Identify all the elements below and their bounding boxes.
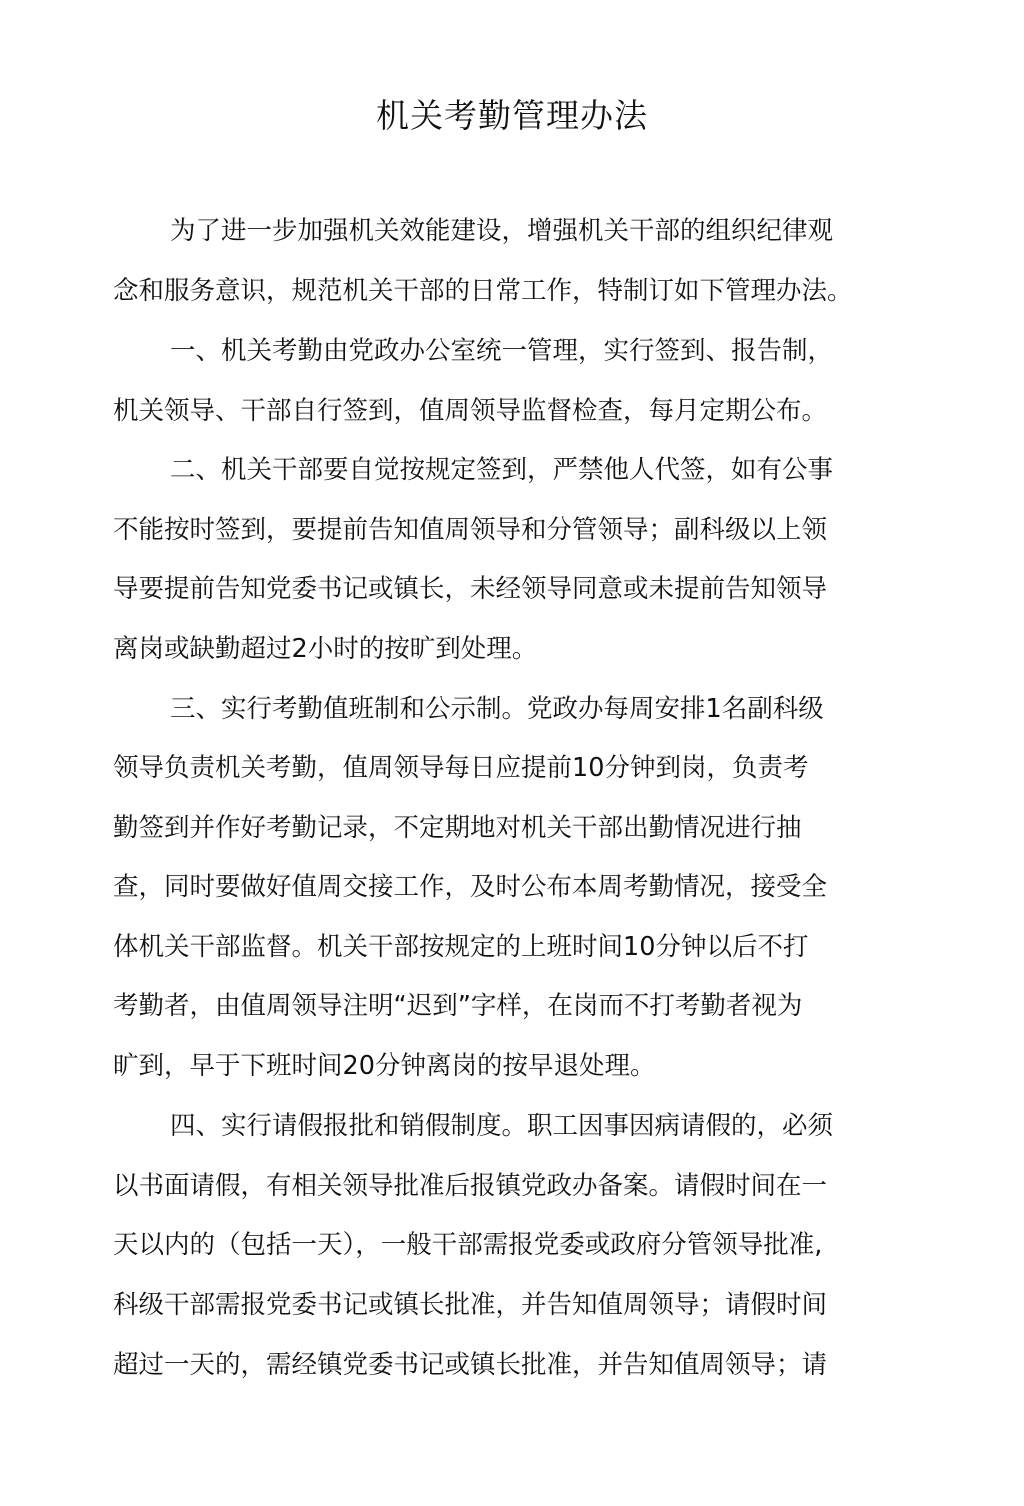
paragraph-line: 不能按时签到，要提前告知值周领导和分管领导；副科级以上领 xyxy=(113,515,828,545)
paragraph-line: 科级干部需报党委书记或镇长批准，并告知值周领导；请假时间 xyxy=(113,1290,828,1320)
paragraph-line: 二、机关干部要自觉按规定签到，严禁他人代签，如有公事 xyxy=(170,455,834,485)
paragraph-line: 三、实行考勤值班制和公示制。党政办每周安排1名副科级 xyxy=(170,694,824,724)
paragraph-line: 导要提前告知党委书记或镇长，未经领导同意或未提前告知领导 xyxy=(113,574,828,604)
paragraph-line: 为了进一步加强机关效能建设，增强机关干部的组织纪律观 xyxy=(170,216,834,246)
paragraph-line: 念和服务意识，规范机关干部的日常工作，特制订如下管理办法。 xyxy=(113,276,853,306)
paragraph-line: 以书面请假，有相关领导批准后报镇党政办备案。请假时间在一 xyxy=(113,1171,828,1201)
paragraph-line: 离岗或缺勤超过2小时的按旷到处理。 xyxy=(113,634,538,664)
paragraph-line: 体机关干部监督。机关干部按规定的上班时间10分钟以后不打 xyxy=(113,932,809,962)
paragraph-line: 四、实行请假报批和销假制度。职工因事因病请假的，必须 xyxy=(170,1111,834,1141)
paragraph-line: 一、机关考勤由党政办公室统一管理，实行签到、报告制， xyxy=(170,336,834,366)
paragraph-line: 勤签到并作好考勤记录，不定期地对机关干部出勤情况进行抽 xyxy=(113,813,802,843)
document-title: 机关考勤管理办法 xyxy=(376,96,648,135)
paragraph-line: 超过一天的，需经镇党委书记或镇长批准，并告知值周领导；请 xyxy=(113,1350,828,1380)
paragraph-line: 天以内的（包括一天），一般干部需报党委或政府分管领导批准, xyxy=(113,1230,823,1260)
paragraph-line: 旷到，早于下班时间20分钟离岗的按早退处理。 xyxy=(113,1051,656,1081)
paragraph-line: 领导负责机关考勤，值周领导每日应提前10分钟到岗，负责考 xyxy=(113,753,809,783)
paragraph-line: 查，同时要做好值周交接工作，及时公布本周考勤情况，接受全 xyxy=(113,872,828,902)
paragraph-line: 考勤者，由值周领导注明“迟到”字样，在岗而不打考勤者视为 xyxy=(113,991,803,1021)
paragraph-line: 机关领导、干部自行签到，值周领导监督检查，每月定期公布。 xyxy=(113,396,828,426)
